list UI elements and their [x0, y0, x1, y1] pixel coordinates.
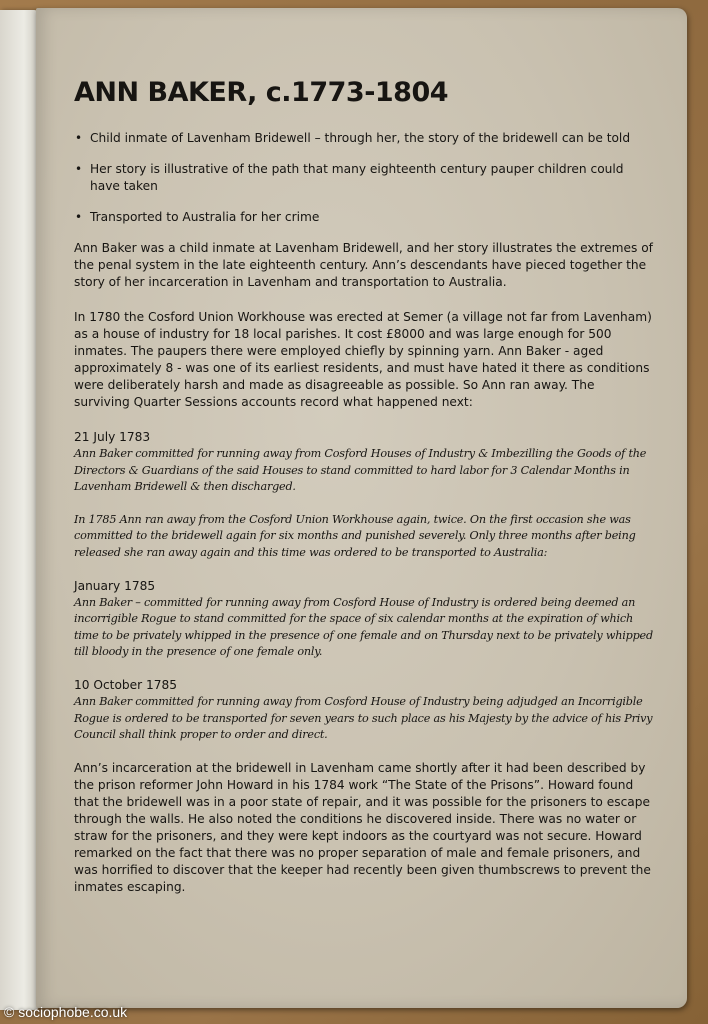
record-text: Ann Baker – committed for running away from Cosford House of Industry is ordered being deemed an incorrigible Rogue to stand committed for the space of six calendar months at the expiration of which time to be privately whipped in the presence of one female and on Thursday next to be privately whipped till bloody in the presence of one female only.	[74, 595, 653, 659]
record-text: Ann Baker committed for running away from Cosford House of Industry being adjudged an Incorrigible Rogue is ordered to be transported for seven years to such place as his Majesty by the advice of his Privy Council shall think proper to order and direct.	[74, 694, 653, 742]
bullet-icon: •	[75, 131, 83, 145]
record-date: 10 October 1785	[74, 677, 178, 692]
court-record-jan-1785	[74, 578, 654, 661]
record-text: Ann Baker committed for running away from Cosford Houses of Industry & Imbezilling the Goods of the Directors & Guardians of the said Houses to stand committed to hard labor for 3 Calendar Months in Lavenham Bridewell & then discharged.	[74, 447, 647, 494]
page-content	[74, 76, 654, 914]
court-record-1783	[74, 429, 654, 496]
bullet-text: Transported to Australia for her crime	[90, 210, 320, 224]
bullet-icon: •	[75, 210, 83, 224]
bullet-icon: •	[75, 162, 83, 176]
interlude-paragraph: In 1785 Ann ran away from the Cosford Union Workhouse again, twice. On the first occasion she was committed to the bridewell again for six months and punished severely. Only three months after being released she ran away again and this time was ordered to be transported to Australia:	[74, 512, 636, 559]
court-record-oct-1785	[74, 677, 654, 744]
record-date: January 1785	[74, 578, 156, 593]
record-date: 21 July 1783	[74, 430, 151, 444]
page-title: ANN BAKER, c.1773-1804	[74, 77, 449, 108]
bullet-item	[74, 209, 654, 226]
bullet-text: Her story is illustrative of the path that many eighteenth century pauper children could have taken	[90, 162, 624, 193]
facing-page-edge	[0, 10, 40, 1010]
howard-paragraph: Ann’s incarceration at the bridewell in Lavenham came shortly after it had been described by the prison reformer John Howard in his 1784 work “The State of the Prisons”. Howard found that the bridewell was in a poor state of repair, and it was possible for the prisoners to escape through the walls. He also noted the conditions he discovered inside. There was no water or straw for the prisoners, and they were kept indoors as the courtyard was not secure. Howard remarked on the fact that there was no proper separation of male and female prisoners, and was horrified to discover that the keeper had recently been given thumbscrews to prevent the inmates escaping.	[74, 760, 651, 894]
intro-paragraph: Ann Baker was a child inmate at Lavenham Bridewell, and her story illustrates the extremes of the penal system in the late eighteenth century. Ann’s descendants have pieced together the story of her incarceration in Lavenham and transportation to Australia.	[74, 241, 653, 289]
document-page	[36, 8, 687, 1008]
summary-bullet-list	[74, 130, 654, 226]
bullet-item	[74, 161, 654, 195]
bullet-text: Child inmate of Lavenham Bridewell – through her, the story of the bridewell can be told	[90, 131, 631, 145]
workhouse-paragraph: In 1780 the Cosford Union Workhouse was erected at Semer (a village not far from Lavenham) as a house of industry for 18 local parishes. It cost £8000 and was large enough for 500 inmates. The paupers there were employed chiefly by spinning yarn. Ann Baker - aged approximately 8 - was one of its earliest residents, and must have hated it there as conditions were deliberately harsh and made as disagreeable as possible. So Ann ran away. The surviving Quarter Sessions accounts record what happened next:	[74, 310, 652, 409]
bullet-item	[74, 130, 654, 147]
copyright-watermark: © sociophobe.co.uk	[4, 1004, 128, 1020]
